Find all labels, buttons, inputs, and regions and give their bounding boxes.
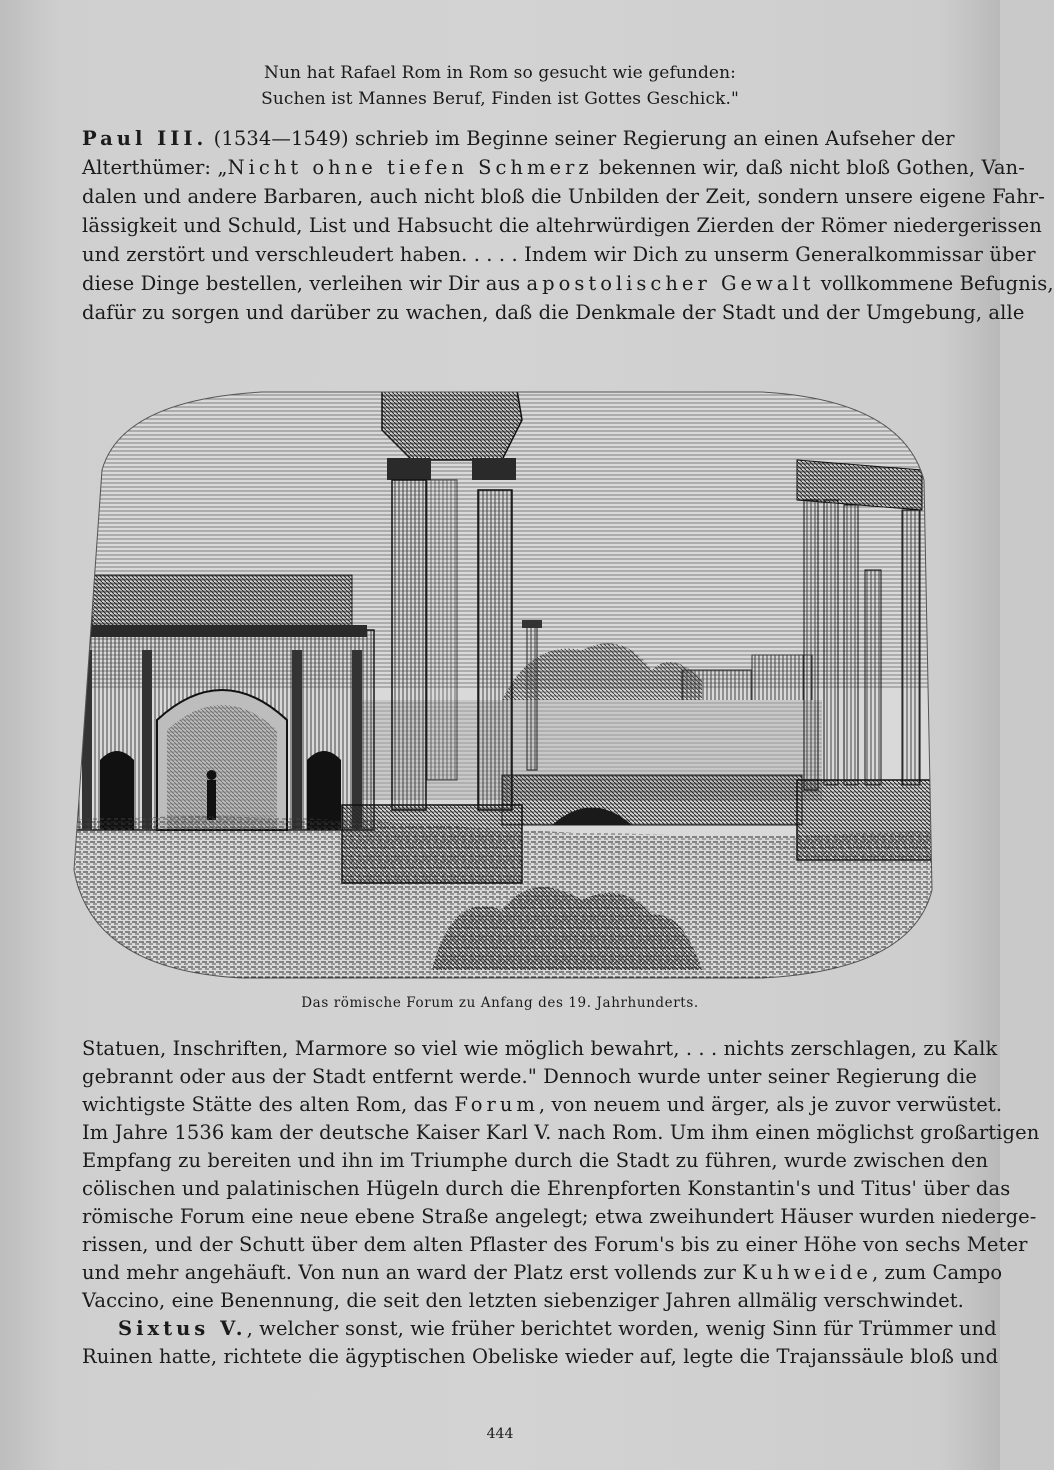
para1-line-1-rest: (1534—1549) schrieb im Beginne seiner Regierung an einen Aufseher der bbox=[213, 127, 955, 150]
para3-line-1-rest: , welcher sonst, wie früher berichtet worden, wenig Sinn für Trümmer und bbox=[246, 1317, 997, 1340]
para1-line-2 bbox=[82, 155, 1025, 181]
para1-name: Paul III. bbox=[82, 127, 208, 150]
para1-line-6-a: diese Dinge bestellen, verleihen wir Dir aus bbox=[82, 272, 527, 295]
para2-line-3 bbox=[82, 1092, 1003, 1118]
para2-line-3-a: wichtigste Stätte des alten Rom, das bbox=[82, 1093, 455, 1116]
para1-emphasis-1: Nicht ohne tiefen Schmerz bbox=[227, 156, 593, 179]
para2-line-5: Empfang zu bereiten und ihn im Triumphe durch die Stadt zu führen, wurde zwischen den bbox=[82, 1149, 989, 1172]
para3-line-1 bbox=[82, 1316, 997, 1342]
para2-line-8: rissen, und der Schutt über dem alten Pflaster des Forum's bis zu einer Höhe von sechs Meter bbox=[82, 1233, 1028, 1256]
para1-line-6 bbox=[82, 271, 1054, 297]
motto-line-2: Suchen ist Mannes Beruf, Finden ist Gottes Geschick." bbox=[261, 89, 739, 109]
para1-line-4: lässigkeit und Schuld, List und Habsucht die altehrwürdigen Zierden der Römer niedergerissen bbox=[82, 214, 1042, 237]
para3-line-2: Ruinen hatte, richtete die ägyptischen Obeliske wieder auf, legte die Trajanssäule bloß und bbox=[82, 1345, 999, 1368]
para3-name: Sixtus V. bbox=[118, 1317, 247, 1340]
para1-line-2-a: Alterthümer: „ bbox=[82, 156, 228, 179]
para1-line-1 bbox=[82, 126, 955, 152]
para2-line-2: gebrannt oder aus der Stadt entfernt werde." Dennoch wurde unter seiner Regierung die bbox=[82, 1065, 977, 1088]
para1-line-7: dafür zu sorgen und darüber zu wachen, daß die Denkmale der Stadt und der Umgebung, alle bbox=[82, 301, 1025, 324]
para2-line-3-c: , von neuem und ärger, als je zuvor verwüstet. bbox=[538, 1093, 1003, 1116]
para2-line-9 bbox=[82, 1260, 1003, 1286]
para1-line-6-c: vollkommene Befugnis, bbox=[814, 272, 1054, 295]
para2-line-4: Im Jahre 1536 kam der deutsche Kaiser Karl V. nach Rom. Um ihm einen möglichst großartigen bbox=[82, 1121, 1040, 1144]
para2-line-6: cölischen und palatinischen Hügeln durch die Ehrenpforten Konstantin's und Titus' über das bbox=[82, 1177, 1011, 1200]
para2-emphasis-kuhweide: Kuhweide bbox=[742, 1261, 872, 1284]
para2-line-1: Statuen, Inschriften, Marmore so viel wie möglich bewahrt, . . . nichts zerschlagen, zu Kalk bbox=[82, 1037, 998, 1060]
arch-of-septimius-severus bbox=[74, 575, 374, 830]
forum-engraving bbox=[62, 370, 944, 992]
para2-line-9-a: und mehr angehäuft. Von nun an ward der Platz erst vollends zur bbox=[82, 1261, 743, 1284]
figure-caption: Das römische Forum zu Anfang des 19. Jahrhunderts. bbox=[301, 995, 699, 1011]
para2-line-9-c: , zum Campo bbox=[871, 1261, 1003, 1284]
para1-line-2-c: bekennen wir, daß nicht bloß Gothen, Van- bbox=[592, 156, 1025, 179]
para2-emphasis-forum: Forum bbox=[454, 1093, 539, 1116]
para1-emphasis-2: apostolischer Gewalt bbox=[526, 272, 815, 295]
page-number: 444 bbox=[486, 1426, 514, 1442]
para2-line-7: römische Forum eine neue ebene Straße angelegt; etwa zweihundert Häuser wurden niederge- bbox=[82, 1205, 1037, 1228]
para1-line-3: dalen und andere Barbaren, auch nicht bloß die Unbilden der Zeit, sondern unsere eigene Fahr- bbox=[82, 185, 1045, 208]
motto-line-1: Nun hat Rafael Rom in Rom so gesucht wie gefunden: bbox=[264, 63, 736, 83]
para1-line-5: und zerstört und verschleudert haben. . . . . Indem wir Dich zu unserm Generalkommissar über bbox=[82, 243, 1036, 266]
para2-line-10: Vaccino, eine Benennung, die seit den letzten siebenziger Jahren allmälig verschwindet. bbox=[82, 1289, 964, 1312]
